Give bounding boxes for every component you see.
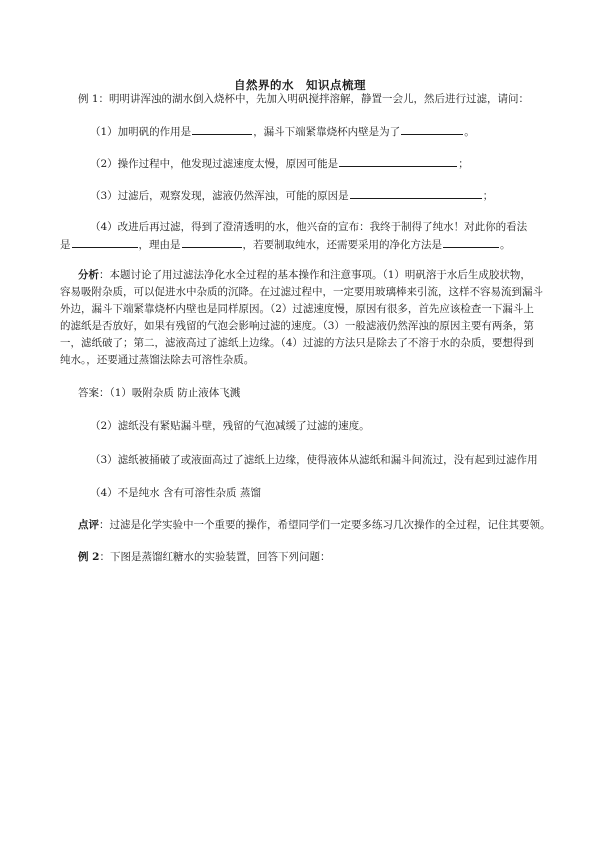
answer-blank-5[interactable] xyxy=(72,237,138,248)
analysis-line-3: 外边，漏斗下端紧靠烧杯内壁也是同样原因。（2）过滤速度慢，原因有很多，首先应该检查一下漏斗上 xyxy=(60,303,534,315)
example1-intro: 例 1：明明讲浑浊的湖水倒入烧杯中，先加入明矾搅拌溶解，静置一会儿，然后进行过滤，请问： xyxy=(78,93,530,105)
analysis-line-6: 纯水。，还要通过蒸馏法除去可溶性杂质。 xyxy=(60,354,255,366)
answer-blank-7[interactable] xyxy=(443,237,499,248)
question-4-end: 。 xyxy=(500,239,511,251)
question-4-text-b: ，理由是 xyxy=(138,239,181,251)
question-2-text: （2）操作过程中，他发现过滤速度太慢，原因可能是 xyxy=(90,158,339,170)
analysis-line-2: 容易吸附杂质，可以促进水中杂质的沉降。在过滤过程中，一定要用玻璃棒来引流，这样不容易流到漏斗 xyxy=(60,286,543,298)
comment-text: ：过滤是化学实验中一个重要的操作，希望同学们一定要多练习几次操作的全过程，记住其要领。 xyxy=(99,519,551,531)
question-1 xyxy=(90,124,475,140)
comment-label: 点评 xyxy=(78,519,99,531)
answer-blank-1[interactable] xyxy=(192,124,252,135)
question-2 xyxy=(90,156,469,172)
answer-4: （4）不是纯水 含有可溶性杂质 蒸馏 xyxy=(90,487,261,499)
analysis-label: 分析 xyxy=(78,269,99,281)
answer-1: 答案：（1）吸附杂质 防止液体飞溅 xyxy=(78,387,241,399)
question-3-text: （3）过滤后，观察发现，滤液仍然浑浊，可能的原因是 xyxy=(90,190,349,202)
question-1-text-a: （1）加明矾的作用是 xyxy=(90,126,192,138)
analysis-text-1: ：本题讨论了用过滤法净化水全过程的基本操作和注意事项。（1）明矾溶于水后生成胶状物， xyxy=(99,269,531,281)
answer-blank-2[interactable] xyxy=(401,124,463,135)
answer-blank-6[interactable] xyxy=(182,237,242,248)
answer-2: （2）滤纸没有紧贴漏斗壁，残留的气泡减缓了过滤的速度。 xyxy=(90,420,370,432)
question-2-end: ； xyxy=(458,158,469,170)
page-title: 自然界的水 知识点梳理 xyxy=(234,78,366,92)
comment xyxy=(78,518,551,533)
analysis-line-5: 一，滤纸破了；第二，滤液高过了滤纸上边缘。（4）过滤的方法只是除去了不溶于水的杂质，要想得到 xyxy=(60,337,534,349)
question-4-text-c: ，若要制取纯水，还需要采用的净化方法是 xyxy=(242,239,442,251)
question-3 xyxy=(90,188,493,204)
example2-text: ：下图是蒸馏红糖水的实验装置，回答下列问题： xyxy=(99,551,331,563)
question-1-text-b: ，漏斗下端紧靠烧杯内壁是为了 xyxy=(253,126,401,138)
question-3-end: ； xyxy=(482,190,494,202)
answer-blank-3[interactable] xyxy=(339,156,457,167)
question-4-text-a: 是 xyxy=(60,239,71,251)
question-4-line-1: （4）改进后再过滤，得到了澄清透明的水，他兴奋的宣布：我终于制得了纯水！对此你的看法 xyxy=(90,221,528,233)
answer-blank-4[interactable] xyxy=(350,188,482,199)
example2-label: 例 2 xyxy=(78,551,100,563)
answer-3: （3）滤纸被捅破了或液面高过了滤纸上边缘，使得液体从滤纸和漏斗间流过，没有起到过滤作用 xyxy=(90,454,538,466)
question-4-line-2 xyxy=(60,237,511,253)
analysis-line-4: 的滤纸是否放好，如果有残留的气泡会影响过滤的速度。（3）一般滤液仍然浑浊的原因主要有两条，第 xyxy=(60,320,534,332)
example2-intro xyxy=(78,550,330,565)
question-1-end: 。 xyxy=(464,126,475,138)
analysis-line-1 xyxy=(78,268,531,283)
